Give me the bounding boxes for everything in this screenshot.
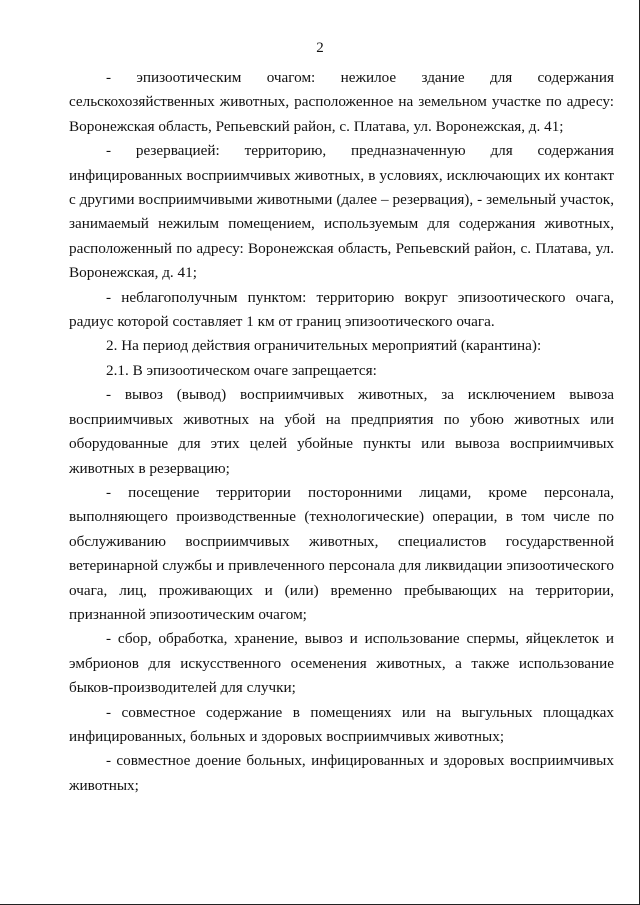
paragraph-reservation: - резервацией: территорию, предназначенную для содержания инфицированных восприимчивых животных, в условиях, исключающих их контакт с другими восприимчивыми животными (далее – резервация), - земельный участок, занимаемый нежилым помещением, используемым для содержания животных, расположенный по адресу: Воронежская область, Репьевский район, с. Платава, ул. Воронежская, д. 41; bbox=[69, 142, 614, 282]
paragraph-joint-keeping-ban: - совместное содержание в помещениях или на выгульных площадках инфицированных, больных и здоровых восприимчивых животных; bbox=[69, 703, 614, 745]
paragraph-epizootic-focus: - эпизоотическим очагом: нежилое здание для содержания сельскохозяйственных животных, расположенное на земельном участке по адресу: Воронежская область, Репьевский район, с. Платава, ул. Воронежская, д. 41; bbox=[69, 69, 614, 135]
paragraph-section-2-1: 2.1. В эпизоотическом очаге запрещается: bbox=[106, 361, 377, 379]
document-body bbox=[69, 66, 614, 798]
paragraph-unfavorable-point: - неблагополучным пунктом: территорию вокруг эпизоотического очага, радиус которой составляет 1 км от границ эпизоотического очага. bbox=[69, 288, 614, 331]
page-number: 2 bbox=[316, 40, 324, 56]
paragraph-sperm-ban: - сбор, обработка, хранение, вывоз и использование спермы, яйцеклеток и эмбрионов для искусственного осеменения животных, а также использование быков-производителей для случки; bbox=[69, 630, 614, 697]
paragraph-section-2: 2. На период действия ограничительных мероприятий (карантина): bbox=[106, 337, 542, 355]
paragraph-visit-ban: - посещение территории посторонними лицами, кроме персонала, выполняющего производственные (технологические) операции, в том числе по обслуживанию восприимчивых животных, специалистов государственной ветеринарной службы и привлеченного персонала для ликвидации эпизоотического очага, лиц, проживающих и (или) временно пребывающих на территории, признанной эпизоотическим очагом; bbox=[69, 483, 614, 623]
paragraph-joint-milking-ban: - совместное доение больных, инфицированных и здоровых восприимчивых животных; bbox=[69, 752, 614, 794]
paragraph-removal-ban: - вывоз (вывод) восприимчивых животных, за исключением вывоза восприимчивых животных на убой на предприятия по убою животных или оборудованные для этих целей убойные пункты или вывоза восприимчивых животных в резервацию; bbox=[69, 386, 614, 477]
